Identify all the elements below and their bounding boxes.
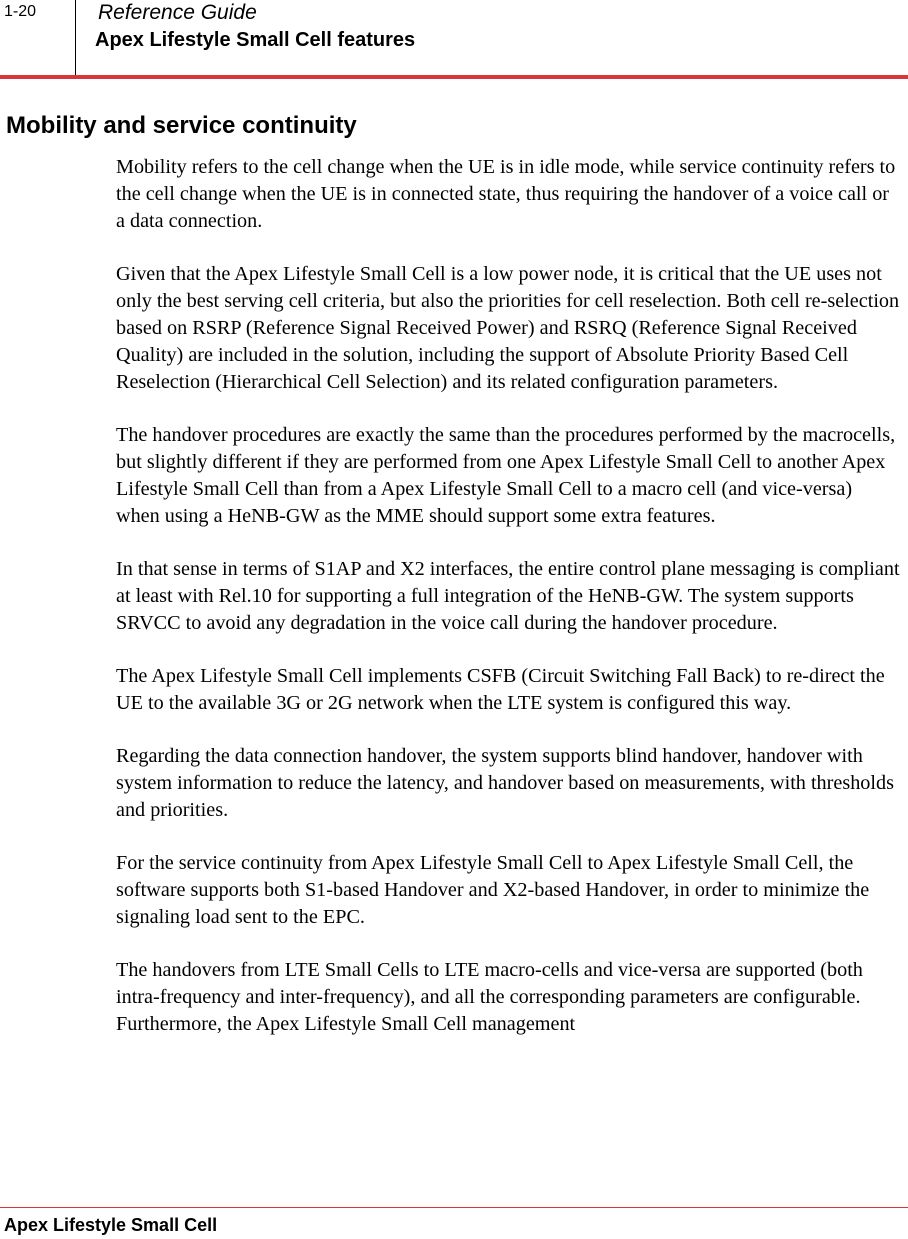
- header-guide-title: Reference Guide: [98, 1, 257, 24]
- section-heading: Mobility and service continuity: [6, 112, 357, 139]
- body-paragraph: Given that the Apex Lifestyle Small Cell is a low power node, it is critical that the UE uses not only the best serving cell criteria, but also the priorities for cell reselection. Both cell re-selection based on RSRP (Reference Signal Received Power) and RSRQ (Reference Signal Received Quality) are included in the solution, including the support of Absolute Priority Based Cell Reselection (Hierarchical Cell Selection) and its related configuration parameters.: [116, 263, 900, 393]
- header-rule: [0, 75, 908, 79]
- body-paragraph: In that sense in terms of S1AP and X2 interfaces, the entire control plane messaging is compliant at least with Rel.10 for supporting a full integration of the HeNB-GW. The system supports SRVCC to avoid any degradation in the voice call during the handover procedure.: [116, 558, 900, 634]
- section-body: [116, 154, 900, 1064]
- body-paragraph: The handover procedures are exactly the same than the procedures performed by the macrocells, but slightly different if they are performed from one Apex Lifestyle Small Cell to another Apex Lifestyle Small Cell than from a Apex Lifestyle Small Cell to a macro cell (and vice-versa) when using a HeNB-GW as the MME should support some extra features.: [116, 424, 896, 527]
- footer-product-name: Apex Lifestyle Small Cell: [4, 1215, 218, 1235]
- body-paragraph: The Apex Lifestyle Small Cell implements CSFB (Circuit Switching Fall Back) to re-direct the UE to the available 3G or 2G network when the LTE system is configured this way.: [116, 665, 885, 714]
- body-paragraph: Mobility refers to the cell change when the UE is in idle mode, while service continuity refers to the cell change when the UE is in connected state, thus requiring the handover of a voice call or a data connection.: [116, 156, 896, 232]
- page-number: 1-20: [4, 3, 37, 20]
- header-vertical-divider: [75, 0, 76, 76]
- header-section-title: Apex Lifestyle Small Cell features: [95, 29, 416, 51]
- body-paragraph: For the service continuity from Apex Lifestyle Small Cell to Apex Lifestyle Small Cell, the software supports both S1-based Handover and X2-based Handover, in order to minimize the signaling load sent to the EPC.: [116, 852, 870, 928]
- body-paragraph: The handovers from LTE Small Cells to LTE macro-cells and vice-versa are supported (both intra-frequency and inter-frequency), and all the corresponding parameters are configurable. Furthermore, the Apex Lifestyle Small Cell management: [116, 959, 863, 1035]
- footer-rule: [0, 1207, 908, 1208]
- body-paragraph: Regarding the data connection handover, the system supports blind handover, handover with system information to reduce the latency, and handover based on measurements, with thresholds and priorities.: [116, 745, 894, 821]
